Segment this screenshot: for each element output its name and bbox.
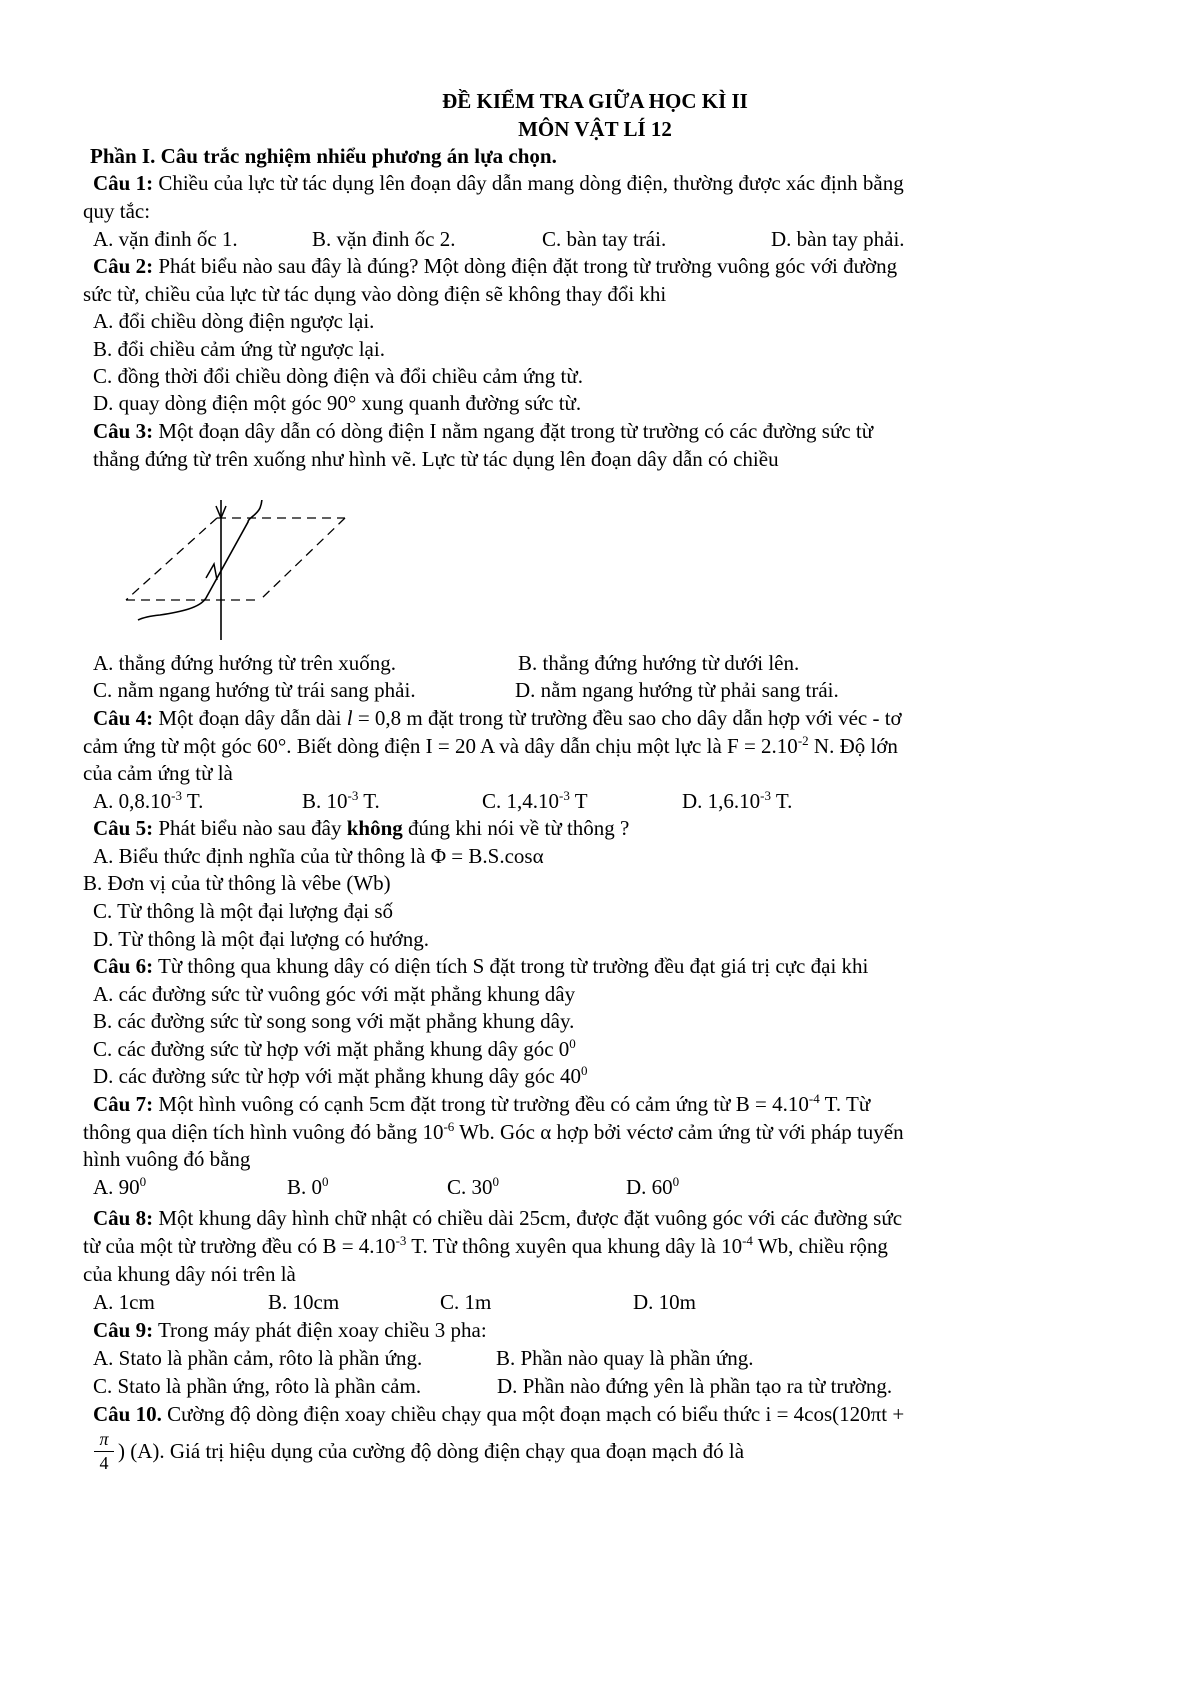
current-arrow-icon bbox=[206, 564, 217, 580]
q5-stem bbox=[93, 815, 629, 841]
q4-b-base: B. 10 bbox=[302, 789, 348, 813]
q3-text1: Một đoạn dây dẫn có dòng điện I nằm ngang đặt trong từ trường có các đường sức từ bbox=[153, 419, 874, 443]
q4-line2b: N. Độ lớn bbox=[808, 734, 898, 758]
q8-exp2: -4 bbox=[742, 1233, 753, 1248]
q6-option-b: B. các đường sức từ song song với mặt phẳng khung dây. bbox=[93, 1009, 575, 1033]
q4-a-base: A. 0,8.10 bbox=[93, 789, 172, 813]
q6-d-base: D. các đường sức từ hợp với mặt phẳng khung dây góc 40 bbox=[93, 1064, 581, 1088]
q3-stem-line1 bbox=[93, 418, 873, 444]
q9-label: Câu 9: bbox=[93, 1318, 154, 1342]
q6-c-exp: 0 bbox=[569, 1036, 576, 1051]
q5-option-b: B. Đơn vị của từ thông là vêbe (Wb) bbox=[83, 871, 391, 895]
q10-stem-line1 bbox=[93, 1401, 904, 1427]
q2-label: Câu 2: bbox=[93, 254, 154, 278]
plane-outline bbox=[126, 518, 345, 600]
q4-text3: của cảm ứng từ là bbox=[83, 761, 233, 785]
q4-line2a: cảm ứng từ một góc 60°. Biết dòng điện I = 20 A và dây dẫn chịu một lực là F = 2.10 bbox=[83, 734, 798, 758]
q2-stem-line1 bbox=[93, 253, 897, 279]
q4-option-c bbox=[482, 788, 588, 814]
q7-c-base: C. 30 bbox=[447, 1175, 493, 1199]
q8-exp1: -3 bbox=[395, 1233, 407, 1248]
q4-d-exp: -3 bbox=[760, 788, 772, 803]
q2-option-c: C. đồng thời đổi chiều dòng điện và đổi chiều cảm ứng từ. bbox=[93, 364, 583, 388]
q5-text2: đúng khi nói về từ thông ? bbox=[402, 816, 630, 840]
q9-option-d: D. Phần nào đứng yên là phần tạo ra từ trường. bbox=[497, 1374, 893, 1398]
q2-option-a: A. đổi chiều dòng điện ngược lại. bbox=[93, 309, 375, 333]
q4-label: Câu 4: bbox=[93, 706, 154, 730]
q9-option-a: A. Stato là phần cảm, rôto là phần ứng. bbox=[93, 1346, 423, 1370]
q8-text2a: từ của một từ trường đều có B = 4.10 bbox=[83, 1234, 396, 1258]
q4-stem-line2 bbox=[83, 733, 898, 759]
q6-stem bbox=[93, 953, 868, 979]
q8-text3: của khung dây nói trên là bbox=[83, 1262, 296, 1286]
q8-option-b: B. 10cm bbox=[268, 1290, 340, 1314]
q5-option-c: C. Từ thông là một đại lượng đại số bbox=[93, 899, 394, 923]
q7-text1: Một hình vuông có cạnh 5cm đặt trong từ trường đều có cảm ứng từ B = 4.10 bbox=[153, 1092, 809, 1116]
q5-label: Câu 5: bbox=[93, 816, 154, 840]
q4-option-b bbox=[302, 788, 380, 814]
q7-option-a bbox=[93, 1174, 146, 1200]
q7-text3: hình vuông đó bằng bbox=[83, 1147, 251, 1171]
section-heading: Phần I. Câu trắc nghiệm nhiểu phương án lựa chọn. bbox=[90, 144, 557, 168]
q3-option-a: A. thẳng đứng hướng từ trên xuống. bbox=[93, 651, 397, 675]
q1-option-c: C. bàn tay trái. bbox=[542, 227, 667, 251]
q1-label: Câu 1: bbox=[93, 171, 154, 195]
q7-text1b: T. Từ bbox=[819, 1092, 871, 1116]
q5-text1: Phát biểu nào sau đây bbox=[153, 816, 347, 840]
q4-d-unit: T. bbox=[771, 789, 793, 813]
q7-d-deg: 0 bbox=[672, 1174, 680, 1189]
q4-d-base: D. 1,6.10 bbox=[682, 789, 761, 813]
q1-option-b: B. vặn đinh ốc 2. bbox=[312, 227, 456, 251]
q3-option-d: D. nằm ngang hướng từ phải sang trái. bbox=[515, 678, 839, 702]
q4-b-unit: T. bbox=[358, 789, 380, 813]
q3-text2: thẳng đứng từ trên xuống như hình vẽ. Lực từ tác dụng lên đoạn dây dẫn có chiều bbox=[93, 447, 779, 471]
q3-option-b: B. thẳng đứng hướng từ dưới lên. bbox=[518, 651, 800, 675]
q2-option-b: B. đổi chiều cảm ứng từ ngược lại. bbox=[93, 337, 385, 361]
q4-option-a bbox=[93, 788, 203, 814]
q4-text2: = 0,8 m đặt trong từ trường đều sao cho dây dẫn hợp với véc - tơ bbox=[352, 706, 902, 730]
q8-option-a: A. 1cm bbox=[93, 1290, 155, 1314]
q4-a-exp: -3 bbox=[171, 788, 183, 803]
q2-option-d: D. quay dòng điện một góc 90° xung quanh đường sức từ. bbox=[93, 391, 582, 415]
q6-option-d bbox=[93, 1063, 587, 1089]
q4-b-exp: -3 bbox=[347, 788, 359, 803]
q7-exp2: -6 bbox=[443, 1119, 455, 1134]
q6-text1: Từ thông qua khung dây có diện tích S đặt trong từ trường đều đạt giá trị cực đại khi bbox=[153, 954, 869, 978]
q8-option-c: C. 1m bbox=[440, 1290, 492, 1314]
q8-text1: Một khung dây hình chữ nhật có chiều dài 25cm, được đặt vuông góc với các đường sức bbox=[153, 1206, 903, 1230]
q7-stem-line1 bbox=[93, 1091, 870, 1117]
q4-stem-line1 bbox=[93, 705, 902, 731]
exam-title: ĐỀ KIỂM TRA GIỮA HỌC KÌ II bbox=[442, 89, 748, 113]
q7-label: Câu 7: bbox=[93, 1092, 154, 1116]
q8-option-d: D. 10m bbox=[633, 1290, 696, 1314]
q6-c-base: C. các đường sức từ hợp với mặt phẳng khung dây góc 0 bbox=[93, 1037, 570, 1061]
q7-c-deg: 0 bbox=[492, 1174, 500, 1189]
q4-c-exp: -3 bbox=[559, 788, 570, 803]
fraction-denominator: 4 bbox=[99, 1453, 109, 1473]
q1-stem-line1 bbox=[93, 170, 904, 196]
q5-bold-word: không bbox=[346, 816, 403, 840]
q6-label: Câu 6: bbox=[93, 954, 154, 978]
q8-stem-line2 bbox=[83, 1233, 888, 1259]
q10-text1: Cường độ dòng điện xoay chiều chạy qua một đoạn mạch có biểu thức i = 4cos(120πt + bbox=[161, 1402, 905, 1426]
q3-option-c: C. nằm ngang hướng từ trái sang phải. bbox=[93, 678, 416, 702]
q10-label: Câu 10. bbox=[93, 1402, 162, 1426]
fraction-bar bbox=[94, 1451, 114, 1452]
q2-text1: Phát biểu nào sau đây là đúng? Một dòng điện đặt trong từ trường vuông góc với đường bbox=[153, 254, 898, 278]
q8-text2b: T. Từ thông xuyên qua khung dây là 10 bbox=[406, 1234, 743, 1258]
q7-b-deg: 0 bbox=[322, 1174, 329, 1189]
subject-title: MÔN VẬT LÍ 12 bbox=[518, 117, 672, 141]
q4-c-base: C. 1,4.10 bbox=[482, 789, 560, 813]
q8-label: Câu 8: bbox=[93, 1206, 154, 1230]
current-wire bbox=[138, 500, 262, 620]
q7-option-d bbox=[626, 1174, 679, 1200]
q4-text1: Một đoạn dây dẫn dài bbox=[153, 706, 347, 730]
q4-force-exponent: -2 bbox=[797, 733, 809, 748]
q9-text1: Trong máy phát điện xoay chiều 3 pha: bbox=[153, 1318, 487, 1342]
q10-text2: ) (A). Giá trị hiệu dụng của cường độ dòng điện chạy qua đoạn mạch đó là bbox=[118, 1439, 745, 1463]
q9-option-b: B. Phần nào quay là phần ứng. bbox=[496, 1346, 754, 1370]
q6-option-c bbox=[93, 1036, 576, 1062]
q6-option-a: A. các đường sức từ vuông góc với mặt phẳng khung dây bbox=[93, 982, 576, 1006]
q4-option-d bbox=[682, 788, 792, 814]
q9-option-c: C. Stato là phần ứng, rôto là phần cảm. bbox=[93, 1374, 422, 1398]
q1-text2: quy tắc: bbox=[83, 199, 151, 223]
q7-exp1: -4 bbox=[808, 1091, 820, 1106]
q6-d-exp: 0 bbox=[580, 1063, 588, 1078]
q7-d-base: D. 60 bbox=[626, 1175, 673, 1199]
q9-stem bbox=[93, 1317, 487, 1343]
q5-option-d: D. Từ thông là một đại lượng có hướng. bbox=[93, 927, 429, 951]
pi-numerator: π bbox=[99, 1429, 109, 1449]
q7-text2a: thông qua diện tích hình vuông đó bằng 10 bbox=[83, 1120, 444, 1144]
q8-stem-line1 bbox=[93, 1205, 902, 1231]
q4-a-unit: T. bbox=[182, 789, 204, 813]
q7-b-base: B. 0 bbox=[287, 1175, 323, 1199]
q7-option-c bbox=[447, 1174, 499, 1200]
q7-a-base: A. 90 bbox=[93, 1175, 140, 1199]
magnetic-field-figure bbox=[120, 500, 380, 650]
q7-stem-line2 bbox=[83, 1119, 904, 1145]
q4-length-symbol: l bbox=[346, 706, 353, 730]
q3-label: Câu 3: bbox=[93, 419, 154, 443]
q4-c-unit: T bbox=[569, 789, 588, 813]
q1-option-d: D. bàn tay phải. bbox=[771, 227, 905, 251]
q8-text2c: Wb, chiều rộng bbox=[752, 1234, 888, 1258]
q7-a-deg: 0 bbox=[139, 1174, 147, 1189]
q2-text2: sức từ, chiều của lực từ tác dụng vào dòng điện sẽ không thay đổi khi bbox=[83, 282, 667, 306]
q7-option-b bbox=[287, 1174, 329, 1200]
q5-option-a: A. Biểu thức định nghĩa của từ thông là Φ = B.S.cosα bbox=[93, 844, 544, 868]
q7-text2b: Wb. Góc α hợp bởi véctơ cảm ứng từ với pháp tuyến bbox=[454, 1120, 904, 1144]
q1-text1: Chiều của lực từ tác dụng lên đoạn dây dẫn mang dòng điện, thường được xác định bằng bbox=[153, 171, 904, 195]
q1-option-a: A. vặn đinh ốc 1. bbox=[93, 227, 238, 251]
